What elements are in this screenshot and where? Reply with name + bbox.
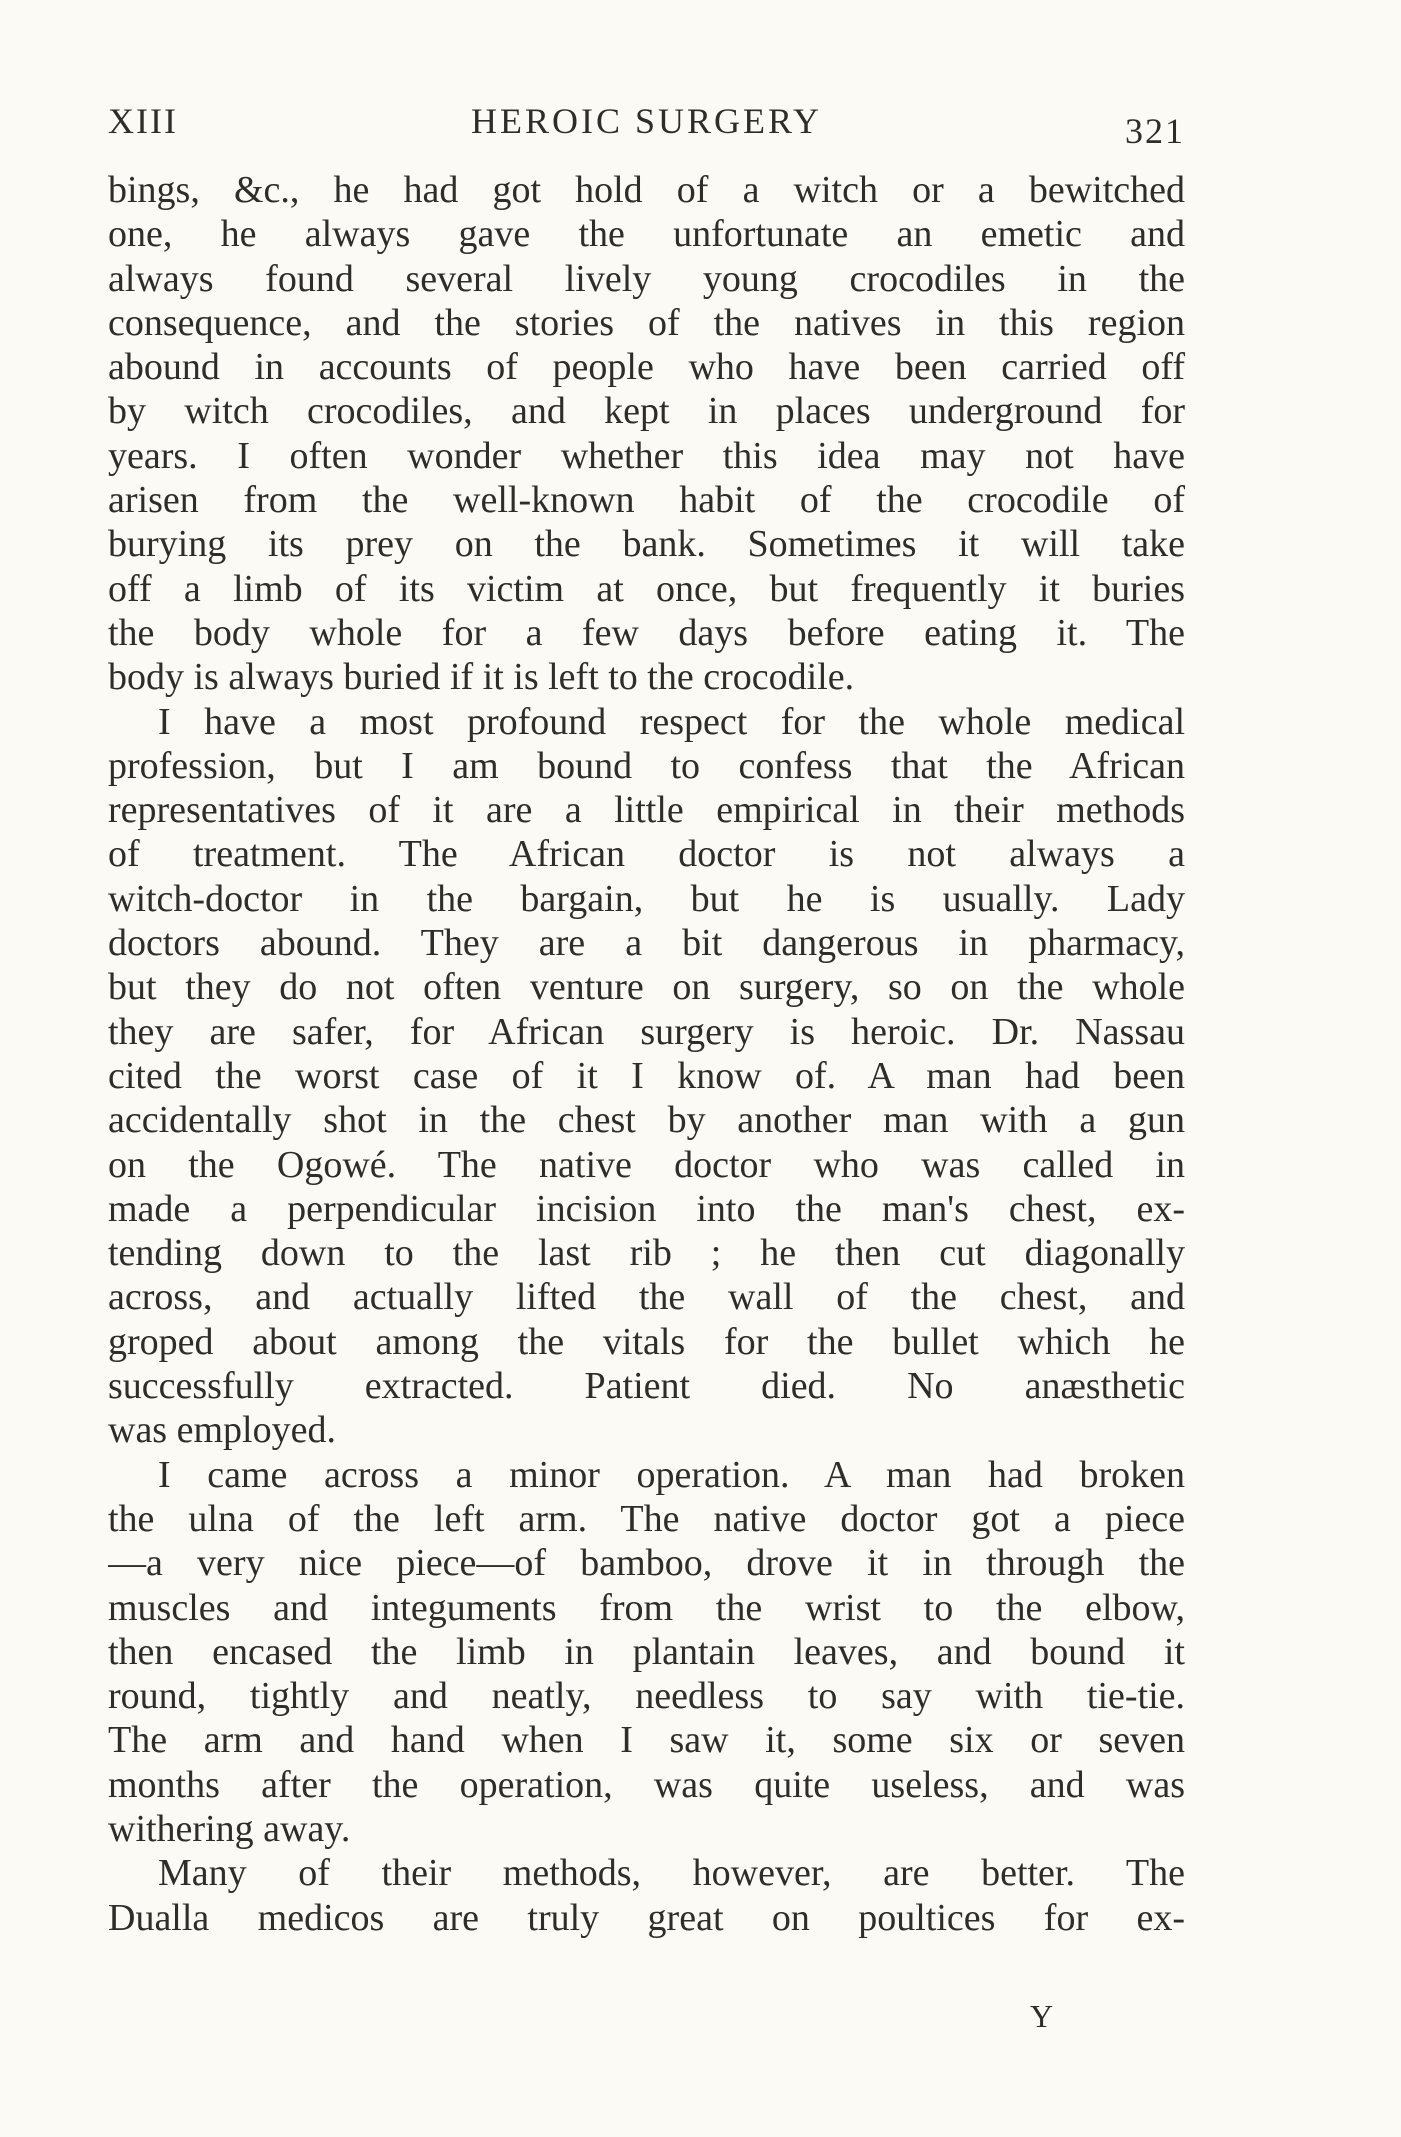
text-line: years. I often wonder whether this idea may not have bbox=[108, 434, 1185, 477]
text-line: bings, &c., he had got hold of a witch or a bewitched bbox=[108, 169, 1185, 211]
paragraph-start-line: I have a most profound respect for the whole medical bbox=[158, 700, 1185, 743]
text-line: across, and actually lifted the wall of the chest, and bbox=[108, 1276, 1185, 1319]
text-line: then encased the limb in plantain leaves, and bound it bbox=[108, 1630, 1185, 1673]
text-line: one, he always gave the unfortunate an emetic and bbox=[108, 213, 1185, 256]
text-line: witch-doctor in the bargain, but he is usually. Lady bbox=[108, 877, 1185, 920]
text-line: —a very nice piece—of bamboo, drove it in through the bbox=[108, 1542, 1185, 1585]
text-line: the ulna of the left arm. The native doctor got a piece bbox=[108, 1497, 1185, 1540]
text-line: abound in accounts of people who have been carried off bbox=[108, 346, 1185, 389]
text-line: made a perpendicular incision into the man's chest, ex- bbox=[108, 1187, 1185, 1230]
paragraph-start-line: I came across a minor operation. A man had broken bbox=[158, 1453, 1185, 1496]
running-title: HEROIC SURGERY bbox=[470, 101, 823, 141]
text-line: representatives of it are a little empirical in their methods bbox=[108, 789, 1185, 832]
text-line: by witch crocodiles, and kept in places underground for bbox=[108, 390, 1185, 433]
text-line: doctors abound. They are a bit dangerous in pharmacy, bbox=[108, 922, 1185, 965]
paragraph-end-line: body is always buried if it is left to the crocodile. bbox=[108, 656, 855, 699]
text-line: arisen from the well-known habit of the crocodile of bbox=[108, 479, 1185, 522]
text-line: round, tightly and neatly, needless to say with tie-tie. bbox=[108, 1675, 1185, 1718]
text-line: tending down to the last rib ; he then cut diagonally bbox=[108, 1232, 1185, 1275]
text-line: but they do not often venture on surgery, so on the whole bbox=[108, 966, 1185, 1009]
running-head bbox=[108, 100, 1185, 150]
text-line: always found several lively young crocodiles in the bbox=[108, 257, 1185, 300]
paragraph-end-line: withering away. bbox=[108, 1807, 351, 1850]
paragraph-start-line: Many of their methods, however, are better. The bbox=[158, 1852, 1185, 1895]
page-number: 321 bbox=[1125, 111, 1185, 151]
chapter-number: XIII bbox=[108, 101, 178, 141]
text-line: profession, but I am bound to confess that the African bbox=[108, 744, 1185, 787]
text-line: consequence, and the stories of the natives in this region bbox=[108, 301, 1185, 344]
text-line: on the Ogowé. The native doctor who was called in bbox=[108, 1143, 1185, 1186]
text-line: accidentally shot in the chest by another man with a gun bbox=[108, 1099, 1185, 1142]
body-text bbox=[108, 168, 1185, 1940]
text-line: burying its prey on the bank. Sometimes it will take bbox=[108, 523, 1185, 566]
signature-mark: Y bbox=[1030, 1998, 1056, 2034]
text-line: Dualla medicos are truly great on poultices for ex- bbox=[108, 1896, 1185, 1939]
text-line: muscles and integuments from the wrist to the elbow, bbox=[108, 1586, 1185, 1629]
text-line: of treatment. The African doctor is not always a bbox=[108, 833, 1185, 876]
text-line: cited the worst case of it I know of. A man had been bbox=[108, 1054, 1185, 1097]
text-line: the body whole for a few days before eating it. The bbox=[108, 611, 1185, 654]
text-line: groped about among the vitals for the bullet which he bbox=[108, 1320, 1185, 1363]
text-line: The arm and hand when I saw it, some six or seven bbox=[108, 1719, 1185, 1762]
text-line: off a limb of its victim at once, but frequently it buries bbox=[108, 567, 1185, 610]
text-line: months after the operation, was quite useless, and was bbox=[108, 1763, 1185, 1806]
paragraph-end-line: was employed. bbox=[108, 1409, 336, 1452]
text-line: successfully extracted. Patient died. No anæsthetic bbox=[108, 1365, 1185, 1408]
text-line: they are safer, for African surgery is heroic. Dr. Nassau bbox=[108, 1010, 1185, 1053]
